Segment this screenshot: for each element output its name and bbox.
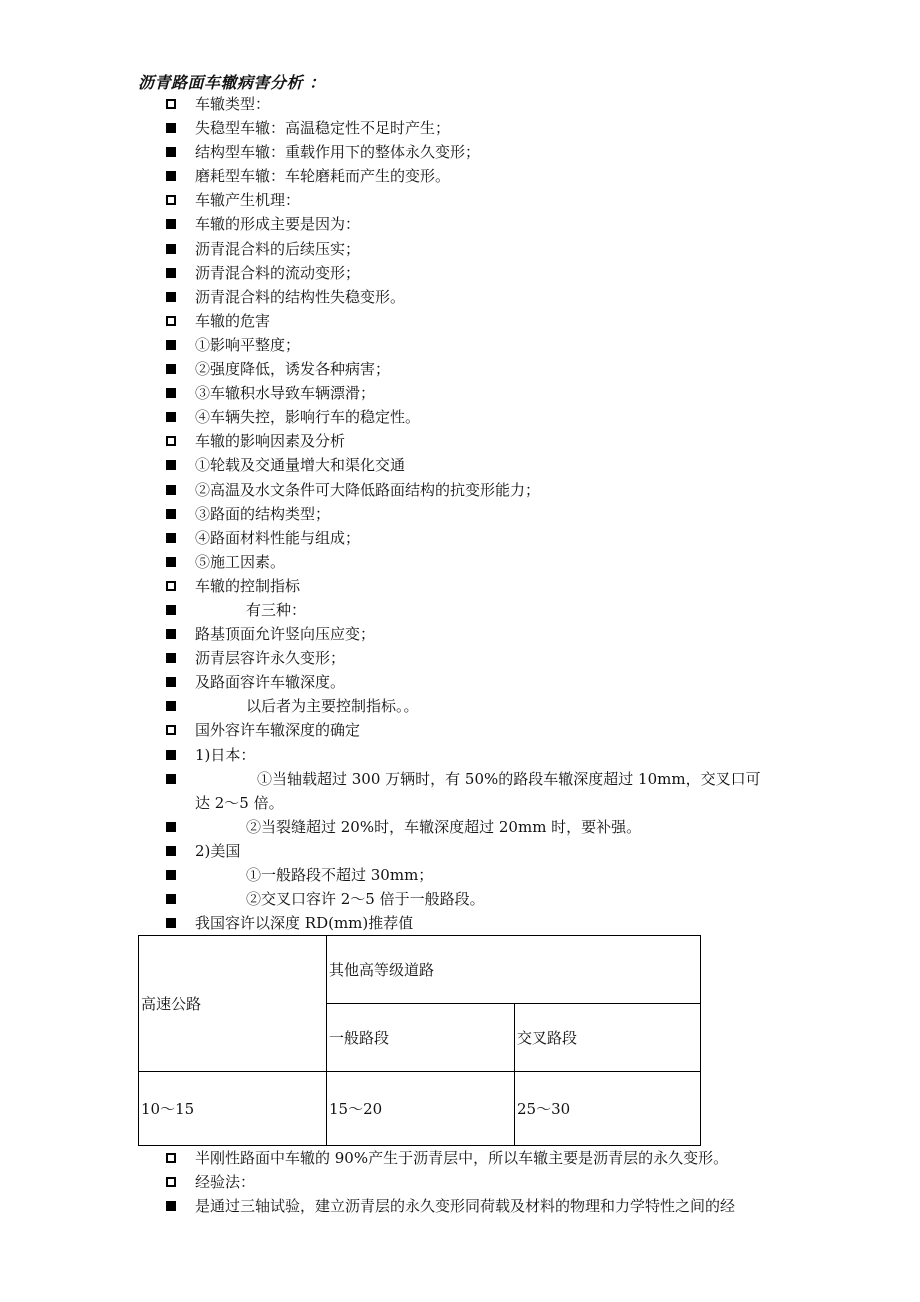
list-item-text: 车辙产生机理： bbox=[195, 191, 301, 210]
list-item-text: 以后者为主要控制指标。。 bbox=[246, 697, 419, 716]
list-item bbox=[166, 478, 806, 502]
list-item-text: 有三种： bbox=[246, 600, 307, 619]
table-header-expressway: 高速公路 bbox=[139, 936, 327, 1072]
list-item bbox=[166, 815, 806, 839]
list-item bbox=[166, 718, 806, 742]
list-item-text: ①影响平整度； bbox=[195, 335, 301, 354]
list-item bbox=[166, 405, 806, 429]
list-item bbox=[166, 1146, 806, 1170]
hollow-square-bullet-icon bbox=[166, 316, 176, 326]
list-item-text: 车辙的影响因素及分析 bbox=[195, 432, 346, 451]
table-cell: 25～30 bbox=[515, 1072, 701, 1146]
list-item bbox=[166, 164, 806, 188]
filled-square-bullet-icon bbox=[166, 701, 176, 711]
filled-square-bullet-icon bbox=[166, 533, 176, 543]
filled-square-bullet-icon bbox=[166, 292, 176, 302]
table-cell: 15～20 bbox=[327, 1072, 515, 1146]
list-item-text: 是通过三轴试验，建立沥青层的永久变形同荷载及材料的物理和力学特性之间的经 bbox=[195, 1197, 736, 1216]
list-item bbox=[166, 526, 806, 550]
list-item-text: 经验法： bbox=[195, 1173, 256, 1192]
list-item bbox=[166, 670, 806, 694]
list-item bbox=[166, 646, 806, 670]
list-item-text: 沥青混合料的结构性失稳变形。 bbox=[195, 287, 406, 306]
rut-depth-table bbox=[138, 935, 701, 1146]
filled-square-bullet-icon bbox=[166, 268, 176, 278]
filled-square-bullet-icon bbox=[166, 340, 176, 350]
list-item-text: 半刚性路面中车辙的 90%产生于沥青层中，所以车辙主要是沥青层的永久变形。 bbox=[195, 1149, 729, 1167]
list-item-text: 我国容许以深度 RD(mm)推荐值 bbox=[195, 914, 414, 932]
list-item bbox=[166, 333, 806, 357]
list-item bbox=[166, 237, 806, 261]
hollow-square-bullet-icon bbox=[166, 436, 176, 446]
list-item bbox=[166, 598, 806, 622]
list-item-text: 磨耗型车辙：车轮磨耗而产生的变形。 bbox=[195, 167, 451, 186]
table-header-intersection: 交叉路段 bbox=[515, 1004, 701, 1072]
filled-square-bullet-icon bbox=[166, 364, 176, 374]
list-item-continuation: 达 2～5 倍。 bbox=[195, 793, 284, 812]
list-item bbox=[166, 1170, 806, 1194]
list-item-text: ②交叉口容许 2～5 倍于一般路段。 bbox=[246, 889, 485, 908]
list-item bbox=[166, 887, 806, 911]
filled-square-bullet-icon bbox=[166, 412, 176, 422]
list-item-text: ③路面的结构类型； bbox=[195, 504, 331, 523]
document-title: 沥青路面车辙病害分析 ： bbox=[138, 73, 326, 92]
filled-square-bullet-icon bbox=[166, 388, 176, 398]
list-item-text: 1)日本： bbox=[195, 745, 256, 764]
list-item-text: 车辙的危害 bbox=[195, 311, 271, 330]
filled-square-bullet-icon bbox=[166, 629, 176, 639]
hollow-square-bullet-icon bbox=[166, 1153, 176, 1163]
bullet-list bbox=[166, 92, 806, 935]
filled-square-bullet-icon bbox=[166, 918, 176, 928]
filled-square-bullet-icon bbox=[166, 822, 176, 832]
list-item-text: ④路面材料性能与组成； bbox=[195, 528, 361, 547]
list-item bbox=[166, 188, 806, 212]
list-item-text: ②当裂缝超过 20%时，车辙深度超过 20mm 时，要补强。 bbox=[246, 817, 642, 836]
list-item bbox=[166, 429, 806, 453]
list-item-text: 国外容许车辙深度的确定 bbox=[195, 721, 361, 740]
bullet-list-after-table bbox=[166, 1146, 806, 1218]
list-item-text: ⑤施工因素。 bbox=[195, 552, 286, 571]
filled-square-bullet-icon bbox=[166, 509, 176, 519]
list-item-text: 2)美国 bbox=[195, 841, 241, 860]
list-item bbox=[166, 863, 806, 887]
list-item bbox=[166, 767, 806, 815]
hollow-square-bullet-icon bbox=[166, 99, 176, 109]
list-item bbox=[166, 357, 806, 381]
filled-square-bullet-icon bbox=[166, 485, 176, 495]
list-item-text: ②高温及水文条件可大降低路面结构的抗变形能力； bbox=[195, 480, 541, 499]
filled-square-bullet-icon bbox=[166, 171, 176, 181]
filled-square-bullet-icon bbox=[166, 677, 176, 687]
list-item bbox=[166, 285, 806, 309]
filled-square-bullet-icon bbox=[166, 774, 176, 784]
list-item bbox=[166, 839, 806, 863]
filled-square-bullet-icon bbox=[166, 244, 176, 254]
list-item bbox=[166, 116, 806, 140]
list-item bbox=[166, 212, 806, 236]
list-item bbox=[166, 694, 806, 718]
hollow-square-bullet-icon bbox=[166, 1177, 176, 1187]
list-item-text: ④车辆失控，影响行车的稳定性。 bbox=[195, 408, 421, 427]
list-item bbox=[166, 622, 806, 646]
list-item-text: 车辙的控制指标 bbox=[195, 576, 301, 595]
list-item-text: 路基顶面允许竖向压应变； bbox=[195, 625, 376, 644]
hollow-square-bullet-icon bbox=[166, 195, 176, 205]
filled-square-bullet-icon bbox=[166, 750, 176, 760]
list-item bbox=[166, 92, 806, 116]
list-item-text: 车辙的形成主要是因为： bbox=[195, 215, 361, 234]
list-item bbox=[166, 140, 806, 164]
list-item-text: ③车辙积水导致车辆漂滑； bbox=[195, 384, 376, 403]
list-item-text: 结构型车辙：重载作用下的整体永久变形； bbox=[195, 143, 481, 162]
list-item bbox=[166, 309, 806, 333]
list-item bbox=[166, 453, 806, 477]
list-item-text: 沥青层容许永久变形； bbox=[195, 649, 346, 668]
filled-square-bullet-icon bbox=[166, 846, 176, 856]
list-item-text: 失稳型车辙：高温稳定性不足时产生； bbox=[195, 119, 451, 138]
table-cell: 10～15 bbox=[139, 1072, 327, 1146]
hollow-square-bullet-icon bbox=[166, 725, 176, 735]
list-item bbox=[166, 550, 806, 574]
filled-square-bullet-icon bbox=[166, 1201, 176, 1211]
list-item-text: 及路面容许车辙深度。 bbox=[195, 673, 346, 692]
list-item-text: 车辙类型： bbox=[195, 95, 271, 113]
filled-square-bullet-icon bbox=[166, 147, 176, 157]
filled-square-bullet-icon bbox=[166, 460, 176, 470]
list-item-text: ②强度降低，诱发各种病害； bbox=[195, 360, 391, 379]
list-item-text: ①一般路段不超过 30mm； bbox=[246, 865, 434, 884]
filled-square-bullet-icon bbox=[166, 557, 176, 567]
list-item bbox=[166, 502, 806, 526]
list-item bbox=[166, 743, 806, 767]
list-item-text: ①当轴载超过 300 万辆时，有 50%的路段车辙深度超过 10mm，交叉口可 bbox=[257, 769, 761, 788]
list-item bbox=[166, 911, 806, 935]
list-item bbox=[166, 574, 806, 598]
list-item-text: 沥青混合料的后续压实； bbox=[195, 239, 361, 258]
list-item-text: ①轮载及交通量增大和渠化交通 bbox=[195, 456, 406, 475]
filled-square-bullet-icon bbox=[166, 870, 176, 880]
filled-square-bullet-icon bbox=[166, 653, 176, 663]
list-item-text: 沥青混合料的流动变形； bbox=[195, 263, 361, 282]
list-item bbox=[166, 1194, 806, 1218]
filled-square-bullet-icon bbox=[166, 605, 176, 615]
list-item bbox=[166, 381, 806, 405]
table-header-other-roads: 其他高等级道路 bbox=[327, 936, 701, 1004]
filled-square-bullet-icon bbox=[166, 123, 176, 133]
hollow-square-bullet-icon bbox=[166, 581, 176, 591]
list-item bbox=[166, 261, 806, 285]
filled-square-bullet-icon bbox=[166, 219, 176, 229]
table-header-general-section: 一般路段 bbox=[327, 1004, 515, 1072]
filled-square-bullet-icon bbox=[166, 894, 176, 904]
